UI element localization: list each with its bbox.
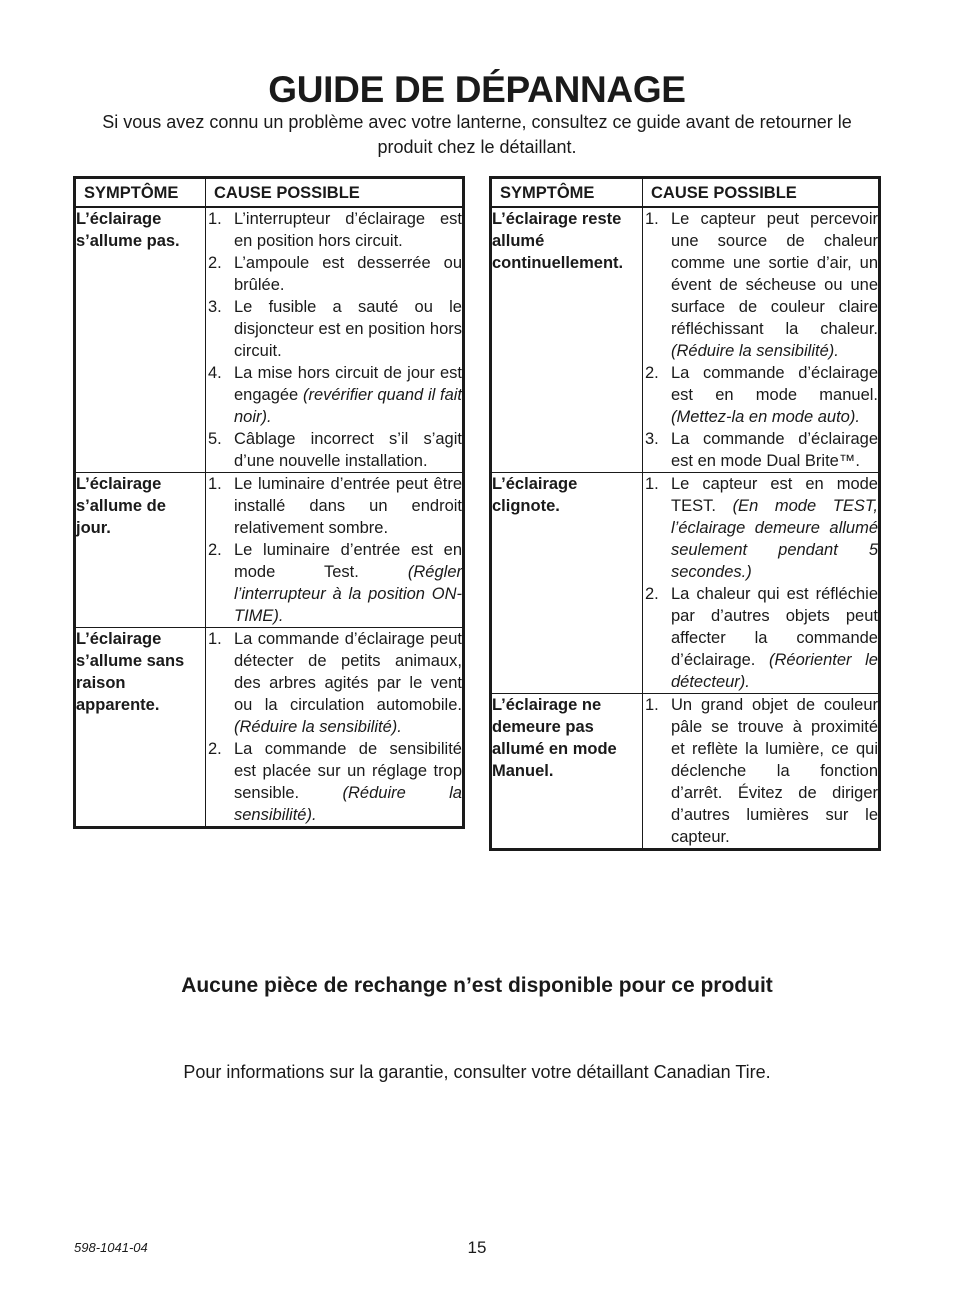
cause-text: Le capteur est en mode TEST. [671, 475, 878, 515]
cause-text: La commande d’éclairage est en mode manuel. [671, 364, 878, 404]
cause-list [643, 694, 878, 848]
troubleshooting-table-left [73, 176, 465, 829]
cause-text: L’interrupteur d’éclairage est en position hors circuit. [234, 210, 462, 250]
cause-number: 2. [645, 585, 659, 603]
cause-number: 3. [208, 298, 222, 316]
symptom-cell: L’éclairage clignote. [491, 473, 643, 694]
cause-item [643, 208, 878, 362]
symptom-cell: L’éclairage s’allume pas. [75, 207, 206, 473]
table-body [491, 207, 880, 850]
cause-number: 2. [208, 541, 222, 559]
cause-number: 1. [645, 475, 659, 493]
cause-number: 2. [208, 740, 222, 758]
page-title: GUIDE DE DÉPANNAGE [268, 69, 686, 110]
cause-item [643, 583, 878, 693]
cause-list [206, 628, 462, 826]
header-symptom: SYMPTÔME [75, 178, 206, 208]
cause-text: Un grand objet de couleur pâle se trouve à proximité et reflète la lumière, ce qui déclenche la fonction d’arrêt. Évitez de diriger d’autres lumières sur le capteur. [671, 696, 878, 846]
cause-note: (En mode TEST, l’éclairage demeure allumé seulement pendant 5 secondes.) [671, 497, 878, 581]
cause-note: (Mettez-la en mode auto). [671, 408, 860, 426]
cause-cell [206, 207, 464, 473]
cause-cell [643, 473, 880, 694]
warranty-note: Pour informations sur la garantie, consulter votre détaillant Canadian Tire. [183, 1062, 771, 1082]
cause-note: (Réduire la sensibilité). [234, 784, 462, 824]
cause-text: Le luminaire d’entrée est en mode Test. [234, 541, 462, 581]
cause-text: La chaleur qui est réfléchie par d’autres objets peut affecter la commande d’éclairage. [671, 585, 878, 669]
cause-item [206, 208, 462, 252]
cause-item [206, 539, 462, 627]
cause-number: 2. [645, 364, 659, 382]
table-row [75, 628, 464, 828]
cause-note: (revérifier quand il fait noir). [234, 386, 462, 426]
cause-text: La mise hors circuit de jour est engagée [234, 364, 462, 404]
troubleshooting-table-right [489, 176, 881, 851]
cause-number: 1. [208, 630, 222, 648]
header-cause: CAUSE POSSIBLE [643, 178, 880, 208]
cause-text: La commande d’éclairage est en mode Dual Brite™. [671, 430, 878, 470]
cause-text: Câblage incorrect s’il s’agit d’une nouvelle installation. [234, 430, 462, 470]
table-row [491, 207, 880, 473]
cause-number: 5. [208, 430, 222, 448]
cause-item [206, 738, 462, 826]
cause-item [206, 296, 462, 362]
table-body [75, 207, 464, 828]
cause-item [643, 362, 878, 428]
cause-cell [206, 628, 464, 828]
cause-item [206, 428, 462, 472]
cause-note: (Régler l’interrupteur à la position ON-TIME). [234, 563, 462, 625]
cause-note: (Réorienter le détecteur). [671, 651, 878, 691]
cause-note: (Réduire la sensibilité). [234, 718, 402, 736]
cause-list [643, 208, 878, 472]
cause-number: 2. [208, 254, 222, 272]
cause-cell [206, 473, 464, 628]
table-row [491, 694, 880, 850]
symptom-cell: L’éclairage s’allume de jour. [75, 473, 206, 628]
cause-list [206, 473, 462, 627]
page-number: 15 [467, 1238, 487, 1257]
cause-text: La commande d’éclairage peut détecter de petits animaux, des arbres agités par le vent ou la circulation automobile. [234, 630, 462, 714]
cause-text: Le fusible a sauté ou le disjoncteur est en position hors circuit. [234, 298, 462, 360]
symptom-cell: L’éclairage s’allume sans raison apparente. [75, 628, 206, 828]
cause-number: 4. [208, 364, 222, 382]
cause-item [206, 252, 462, 296]
cause-item [643, 694, 878, 848]
cause-number: 1. [645, 696, 659, 714]
cause-item [643, 473, 878, 583]
cause-note: (Réduire la sensibilité). [671, 342, 839, 360]
intro-text: Si vous avez connu un problème avec votre lanterne, consultez ce guide avant de retourner le produit chez le détaillant. [102, 112, 852, 157]
symptom-cell: L’éclairage ne demeure pas allumé en mode Manuel. [491, 694, 643, 850]
table-header-row [75, 178, 464, 208]
table-header-row [491, 178, 880, 208]
cause-text: La commande de sensibilité est placée sur un réglage trop sensible. [234, 740, 462, 802]
table-row [75, 207, 464, 473]
cause-text: Le capteur peut percevoir une source de chaleur comme une sortie d’air, un évent de sécheuse ou une surface de couleur claire réfléchissant la chaleur. [671, 210, 878, 338]
cause-text: L’ampoule est desserrée ou brûlée. [234, 254, 462, 294]
cause-number: 3. [645, 430, 659, 448]
cause-item [206, 473, 462, 539]
cause-list [206, 208, 462, 472]
document-number: 598-1041-04 [74, 1240, 148, 1255]
symptom-cell: L’éclairage reste allumé continuellement. [491, 207, 643, 473]
table-row [491, 473, 880, 694]
header-symptom: SYMPTÔME [491, 178, 643, 208]
cause-number: 1. [208, 210, 222, 228]
cause-list [643, 473, 878, 693]
no-spare-parts-heading: Aucune pièce de rechange n’est disponible pour ce produit [181, 974, 773, 997]
table-row [75, 473, 464, 628]
cause-item [206, 628, 462, 738]
cause-number: 1. [208, 475, 222, 493]
cause-number: 1. [645, 210, 659, 228]
cause-item [206, 362, 462, 428]
cause-cell [643, 207, 880, 473]
cause-text: Le luminaire d’entrée peut être installé dans un endroit relativement sombre. [234, 475, 462, 537]
cause-cell [643, 694, 880, 850]
header-cause: CAUSE POSSIBLE [206, 178, 464, 208]
cause-item [643, 428, 878, 472]
